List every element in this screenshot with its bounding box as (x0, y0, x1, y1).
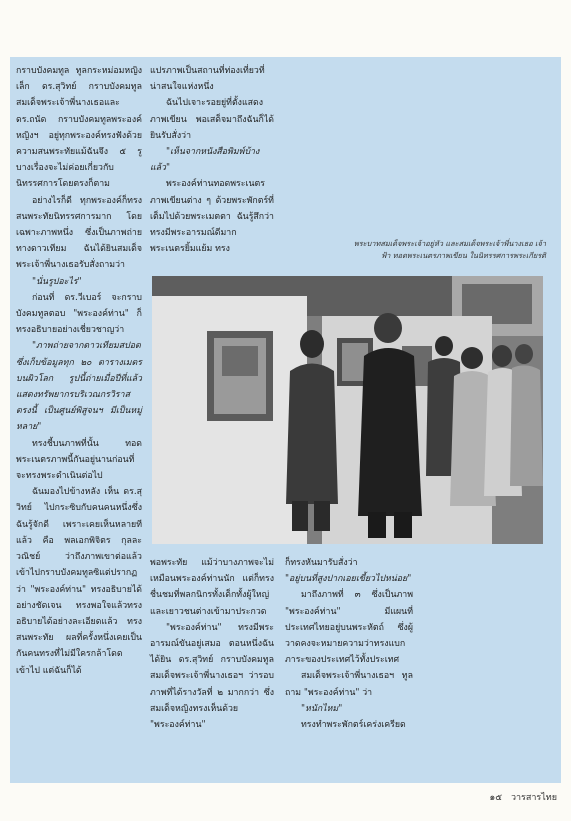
paragraph: แปรภาพเป็นสถานที่ท่องเที่ยวที่น่าสนใจแห่งหนึ่ง (150, 66, 265, 93)
paragraph: ทรงทำพระพักตร์เคร่งเครียด (301, 720, 406, 731)
paragraph: พอพระทัย แม้ว่าบางภาพจะไม่เหมือนพระองค์ท่านนัก แต่ก็ทรงชื่นชมที่พลกนิกรทั้งเด็กทั้งผู้ใหญ่ และเยาวชนต่างเข้ามาประกวด (150, 558, 274, 617)
paragraph: กราบบังคมทูล ทูลกระหม่อมหญิงเล็ก ดร.สุวิทย์ กราบบังคมทูลสมเด็จพระเจ้าพี่นางเธอและ ดร.ถนัด กราบบังคมทูลพระองค์หญิงฯ อยู่ทุกพระองค์ทรงฟังด้วยความสนพระทัยแม้ฉันจึง ๕ รู บางเรื่องจะไม่ค่อยเกี่ยวกับนิทรรศการโดยตรงก็ตาม (16, 66, 142, 190)
paragraph: ฉันไปเจาะรอยยู่ที่ตั้งแสดงภาพเขียน พอเสด็จมาถึงฉันก็ได้ยินรับสั่งว่า (150, 98, 274, 141)
paragraph: ฉันมองไปข้างหลัง เห็น ดร.สุวิทย์ ไปกระซิบกับคนคนหนึ่งซึ่งฉันรู้จักดี เพราะเคยเห็นหลายทีแล้ว คือ พลเอกพิจิตร กุลละวณิชย์ ว่าถึงภาพเขาต่อแล้ว เข้าไปกราบบังคมทูลซิแต่ปรากฏว่า "พระองค์ท่าน" ทรงอธิบายได้อย่างชัดเจน ทรงพอใจแล้วทรงอธิบายได้อย่างละเอียดแล้ว ทรงสนพระทัย ผลที่ครั้งหนึ่งเคยเป็นกันคนทรงที่ไม่มีใครกล้าโดดเข้าไป แต่ฉันก็ได้ (16, 487, 142, 676)
paragraph: พระองค์ท่านทอดพระเนตรภาพเขียนต่าง ๆ ด้วยพระพักตร์ที่เต็มไปด้วยพระเมตตา ฉันรู้สึกว่าทรงมีพระอารมณ์ดีมาก พระเนตรยิ้มแย้ม ทรง (150, 179, 274, 255)
quote: "อยู่บนที่สูงปากเอยเขี้ยวไปหน่อย" (285, 574, 412, 585)
paragraph: ก่อนที่ ดร.วีเบอร์ จะกราบบังคมทูลตอบ "พระองค์ท่าน" ก็ทรงอธิบายอย่างเชี่ยวชาญว่า (16, 292, 142, 336)
photo-exhibition (152, 276, 543, 544)
page-number: ๑๕ (489, 793, 503, 803)
quote: "เห็นจากหนังสือพิมพ์บ้างแล้ว" (150, 147, 260, 174)
quote: "ภาพถ่ายจากดาวเทียมสปอต ซึ่งเก็บข้อมูลทุก ๒๐ ตารางเมตรบนผิวโลก รูปนี้ถ่ายเมื่อปีที่แล้ว แสดงทรัพยากรบริเวณกรวิราส ตรงนี้ เป็นศูนย์พิสูจนฯ มีเป็นหมู่หลาย" (16, 341, 142, 433)
paragraph: ทรงชี้บนภาพที่นั้น ทอดพระเนตรภาพนี้กันอยู่นานก่อนที่จะทรงพระดำเนินต่อไป (16, 438, 142, 482)
paragraph: ก็ทรงหันมารับสั่งว่า (285, 558, 358, 568)
paragraph: "พระองค์ท่าน" ทรงมีพระอารมณ์ขันอยู่เสมอ ตอนหนึ่งฉันได้ยิน ดร.สุวิทย์ กราบบังคมทูล สมเด็จพระเจ้าพี่นางเธอฯ ว่ารอบภาพที่ได้รางวัลที่ ๒ มากกว่า ซึ่งสมเด็จหญิงทรงเห็นด้วย "พระองค์ท่าน" (150, 622, 274, 731)
magazine-name: วารสารไทย (510, 793, 557, 803)
quote: "หนักไหม" (301, 703, 343, 714)
quote: "นั่นรูปอะไร" (32, 276, 82, 287)
paragraph: มาถึงภาพที่ ๓ ซึ่งเป็นภาพ "พระองค์ท่าน" มีแผนที่ประเทศไทยอยู่บนพระหัตถ์ ซึ่งผู้วาดคงจะหมายความว่าทรงแบกภาระของประเทศไว้ทั้งประเทศ (285, 590, 413, 666)
article-column-1 (16, 63, 142, 679)
article-column-2 (150, 63, 274, 257)
photo-caption: พระบาทสมเด็จพระเจ้าอยู่หัว และสมเด็จพระเจ้าพี่นางเธอ เจ้าฟ้า ทอดพระเนตรภาพเขียน ในนิทรรศการพระเกียรติ (353, 239, 546, 260)
article-column-4 (285, 555, 413, 733)
paragraph: อย่างไรก็ดี ทุกพระองค์ก็ทรงสนพระทัยนิทรรศการมาก โดยเฉพาะภาพหนึ่ง ซึ่งเป็นภาพถ่ายทางดาวเทียม ฉันได้ยินสมเด็จพระเจ้าพี่นางเธอรับสั่งถามว่า (16, 195, 142, 271)
page-footer (484, 790, 557, 804)
paragraph: สมเด็จพระเจ้าพี่นางเธอฯ ทูลถาม "พระองค์ท่าน" ว่า (285, 671, 413, 698)
article-column-3 (150, 555, 274, 733)
